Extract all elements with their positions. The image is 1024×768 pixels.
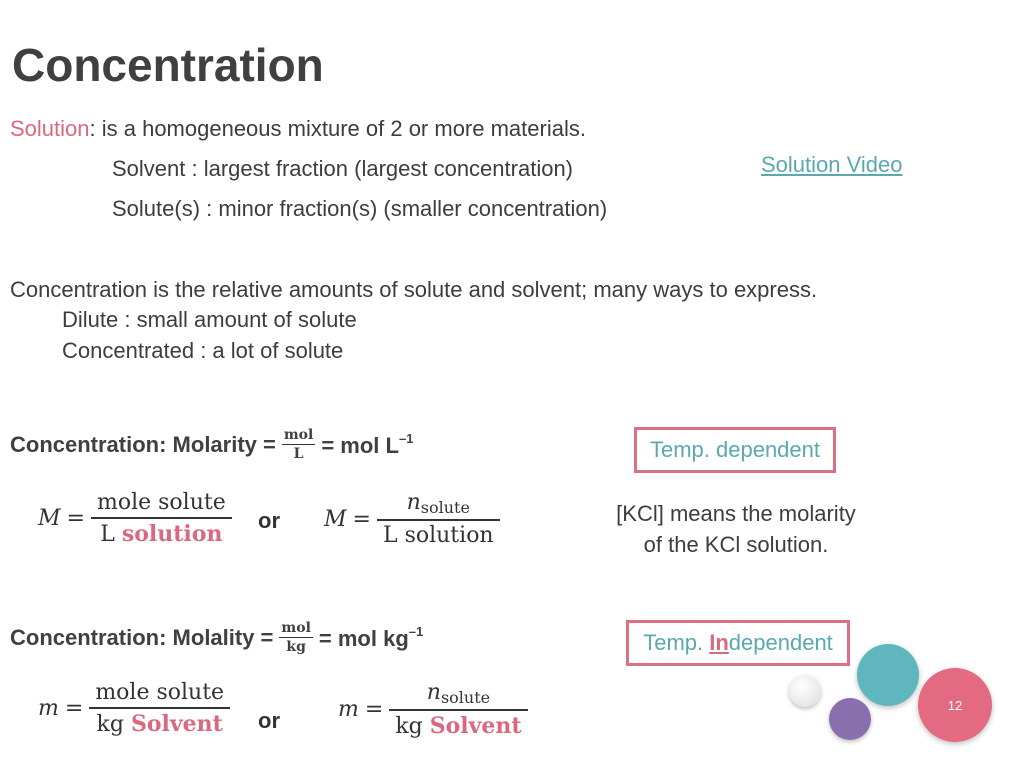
molality-symbol: m <box>338 697 359 722</box>
fraction-numerator: mole solute <box>89 680 230 709</box>
fraction-denominator: kg <box>286 639 306 655</box>
denominator-unit: kg <box>96 712 124 737</box>
decor-circle-grey <box>789 675 821 707</box>
equals-sign: = <box>64 696 84 721</box>
n-subscript: solute <box>420 498 470 517</box>
solution-definition <box>10 116 586 142</box>
concentrated-line: Concentrated : a lot of solute <box>62 338 344 363</box>
denominator-unit: kg <box>395 714 423 739</box>
box-in-highlight: In <box>709 630 729 655</box>
solvent-line: Solvent : largest fraction (largest concentration) <box>112 156 574 181</box>
kcl-note-line-2: of the KCl solution. <box>643 532 829 557</box>
molarity-formula-1 <box>38 490 232 547</box>
fraction-numerator: mol <box>281 620 311 636</box>
temp-dependent-box: Temp. dependent <box>634 427 836 473</box>
molarity-heading <box>10 427 413 462</box>
molarity-fraction-2 <box>377 490 500 548</box>
equals-sign: = <box>66 506 85 531</box>
n-variable: n <box>426 680 441 705</box>
page-number-badge <box>918 668 992 742</box>
denominator-unit: L <box>100 522 115 547</box>
fraction-denominator <box>91 519 232 547</box>
molarity-formula-2 <box>324 490 500 548</box>
fraction-denominator: L <box>293 446 304 462</box>
temp-independent-box <box>626 620 850 666</box>
page-number: 12 <box>947 697 963 713</box>
solute-line: Solute(s) : minor fraction(s) (smaller concentration) <box>112 196 608 221</box>
equals-sign: = <box>352 506 371 532</box>
fraction-numerator: mol <box>283 427 314 443</box>
page-title: Concentration <box>12 39 324 91</box>
fraction-denominator: L solution <box>382 523 494 548</box>
fraction-numerator: mole solute <box>91 490 232 519</box>
fraction-numerator <box>389 680 527 711</box>
fraction-denominator <box>89 709 230 737</box>
molality-heading <box>10 620 423 655</box>
solution-definition-text: : is a homogeneous mixture of 2 or more materials. <box>89 116 586 141</box>
decor-circle-purple <box>829 698 871 740</box>
molality-exponent: –1 <box>408 623 424 639</box>
molality-formula-2 <box>338 680 528 739</box>
molarity-symbol: M <box>324 506 347 532</box>
molarity-symbol: M <box>38 506 61 531</box>
molality-formula-1 <box>38 680 230 737</box>
equals-sign: = <box>364 697 384 722</box>
kcl-note <box>598 498 874 560</box>
denominator-word: solution <box>121 521 223 547</box>
molality-or: or <box>258 708 280 733</box>
molarity-unit-fraction <box>282 427 315 462</box>
solution-term: Solution <box>10 116 90 141</box>
molarity-units: = mol L <box>321 432 399 458</box>
molality-unit-fraction <box>279 620 312 655</box>
denominator-word: Solvent <box>130 711 223 737</box>
molality-units: = mol kg <box>318 625 409 651</box>
fraction-denominator <box>389 711 527 739</box>
decor-circle-teal <box>857 644 919 706</box>
molarity-exponent: –1 <box>398 430 414 446</box>
molality-fraction-1 <box>89 680 230 737</box>
molality-label: Concentration: Molality = <box>10 624 274 650</box>
molarity-label: Concentration: Molarity = <box>10 431 276 457</box>
n-subscript: solute <box>440 688 491 707</box>
dilute-line: Dilute : small amount of solute <box>62 307 357 332</box>
box-suffix: dependent <box>728 630 833 655</box>
kcl-note-line-1: [KCl] means the molarity <box>616 501 856 526</box>
solution-video-link[interactable]: Solution Video <box>761 152 903 177</box>
n-variable: n <box>406 490 421 515</box>
denominator-word: Solvent <box>429 713 522 739</box>
molality-fraction-2 <box>389 680 527 739</box>
molarity-fraction-1 <box>91 490 232 547</box>
fraction-numerator <box>377 490 500 521</box>
molarity-or: or <box>258 508 280 533</box>
concentration-definition: Concentration is the relative amounts of solute and solvent; many ways to express. <box>10 277 818 302</box>
molality-symbol: m <box>38 696 59 721</box>
box-prefix: Temp. <box>643 630 710 655</box>
